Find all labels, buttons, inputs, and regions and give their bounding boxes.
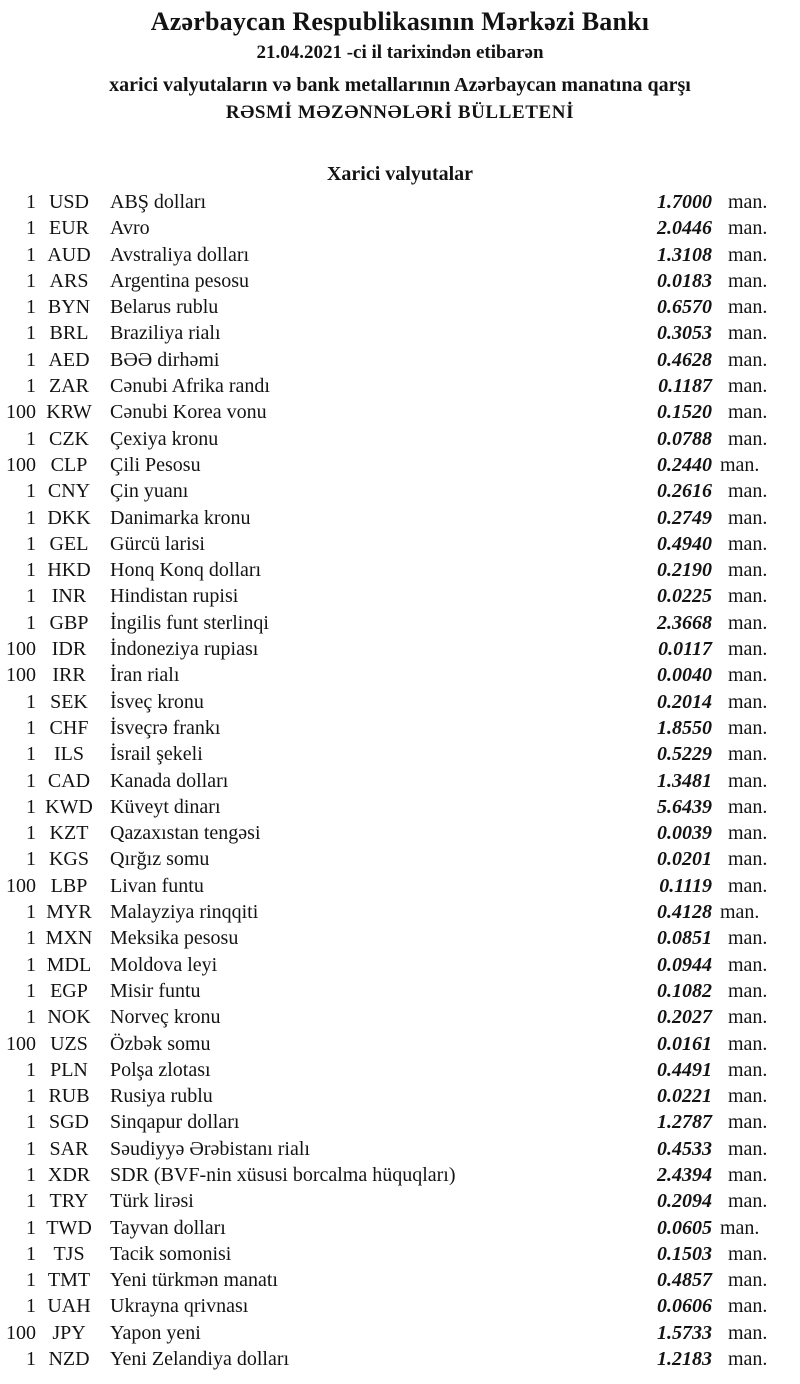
currency-quantity: 100 xyxy=(6,638,36,661)
currency-unit-label: man. xyxy=(728,1006,768,1029)
currency-quantity: 1 xyxy=(26,1006,36,1029)
currency-name: Səudiyyə Ərəbistanı rialı xyxy=(110,1137,310,1160)
currency-rate: 0.2190 xyxy=(657,559,712,582)
currency-code: CNY xyxy=(47,480,91,503)
currency-code: SEK xyxy=(50,690,88,713)
currency-row xyxy=(0,189,800,215)
currency-quantity: 1 xyxy=(26,559,36,582)
currency-name: Ukrayna qrivnası xyxy=(110,1295,249,1318)
currency-quantity: 1 xyxy=(26,375,36,398)
effective-date-line: 21.04.2021 -ci il tarixindən etibarən xyxy=(256,42,544,63)
currency-name: Rusiya rublu xyxy=(110,1085,213,1108)
currency-row xyxy=(0,610,800,636)
currency-name: Sinqapur dolları xyxy=(110,1111,240,1134)
currency-name: Moldova leyi xyxy=(110,953,218,976)
currency-row xyxy=(0,768,800,794)
currency-quantity: 100 xyxy=(6,664,36,687)
currency-row xyxy=(0,1215,800,1241)
currency-unit-label: man. xyxy=(728,979,768,1002)
currency-rate: 2.0446 xyxy=(657,217,712,240)
currency-name: İsrail şekeli xyxy=(110,743,203,766)
currency-quantity: 1 xyxy=(26,427,36,450)
currency-quantity: 1 xyxy=(26,1295,36,1318)
bank-name-title: Azərbaycan Respublikasının Mərkəzi Bankı xyxy=(150,7,650,36)
currency-row xyxy=(0,268,800,294)
currency-row xyxy=(0,399,800,425)
currency-rate: 0.2616 xyxy=(657,480,712,503)
currency-unit-label: man. xyxy=(728,1269,768,1292)
currency-code: UZS xyxy=(50,1032,88,1055)
currency-row xyxy=(0,478,800,504)
scope-description-line: xarici valyutaların və bank metallarının Azərbaycan manatına qarşı xyxy=(109,74,691,96)
currency-name: Yapon yeni xyxy=(110,1321,201,1344)
currency-unit-label: man. xyxy=(728,874,768,897)
currency-unit-label: man. xyxy=(728,1295,768,1318)
currency-unit-label: man. xyxy=(728,611,768,634)
currency-code: KZT xyxy=(49,822,89,845)
currency-name: Malayziya rinqqiti xyxy=(110,901,259,924)
currency-row xyxy=(0,294,800,320)
currency-name: Norveç kronu xyxy=(110,1006,221,1029)
currency-row xyxy=(0,426,800,452)
currency-rate: 0.5229 xyxy=(657,743,712,766)
currency-rate: 0.0039 xyxy=(657,822,712,845)
currency-quantity: 100 xyxy=(6,1321,36,1344)
currency-rate: 1.8550 xyxy=(657,716,712,739)
currency-code: BRL xyxy=(49,322,89,345)
currency-rate: 1.3108 xyxy=(657,243,712,266)
currency-rate: 0.4128 xyxy=(657,901,712,924)
currency-code: IDR xyxy=(51,638,87,661)
currency-row xyxy=(0,794,800,820)
currency-code: EGP xyxy=(50,979,88,1002)
currency-row xyxy=(0,715,800,741)
currency-unit-label: man. xyxy=(728,1348,768,1371)
currency-rate: 0.0944 xyxy=(657,953,712,976)
currency-code: JPY xyxy=(52,1321,86,1344)
currency-name: Küveyt dinarı xyxy=(110,795,221,818)
currency-name: SDR (BVF-nin xüsusi borcalma hüquqları) xyxy=(110,1163,456,1186)
currency-rate: 0.1082 xyxy=(657,979,712,1002)
currency-unit-label: man. xyxy=(728,296,768,319)
currency-row xyxy=(0,1004,800,1030)
currency-rate: 0.0788 xyxy=(657,427,712,450)
currency-code: ZAR xyxy=(49,375,89,398)
currency-code: CLP xyxy=(50,453,88,476)
currency-row xyxy=(0,1057,800,1083)
currency-code: INR xyxy=(51,585,87,608)
currency-rate: 0.2094 xyxy=(657,1190,712,1213)
currency-row xyxy=(0,662,800,688)
currency-name: Tacik somonisi xyxy=(110,1242,232,1265)
currency-quantity: 1 xyxy=(26,901,36,924)
currency-quantity: 1 xyxy=(26,769,36,792)
currency-rate: 0.2014 xyxy=(657,690,712,713)
currency-name: İsveçrə frankı xyxy=(110,716,221,739)
currency-name: İran rialı xyxy=(110,664,180,687)
currency-code: ILS xyxy=(54,743,84,766)
currency-code: KGS xyxy=(48,848,89,871)
currency-unit-label: man. xyxy=(728,1137,768,1160)
currency-row xyxy=(0,1293,800,1319)
currency-rate: 0.2749 xyxy=(657,506,712,529)
currency-row xyxy=(0,1083,800,1109)
currency-unit-label: man. xyxy=(728,1032,768,1055)
currency-name: Polşa zlotası xyxy=(110,1058,211,1081)
currency-row xyxy=(0,557,800,583)
currency-name: Livan funtu xyxy=(110,874,204,897)
currency-quantity: 1 xyxy=(26,927,36,950)
currency-name: Avstraliya dolları xyxy=(110,243,250,266)
currency-code: GBP xyxy=(49,611,89,634)
currency-name: Yeni Zelandiya dolları xyxy=(110,1348,290,1371)
currency-quantity: 1 xyxy=(26,322,36,345)
currency-rate: 1.2183 xyxy=(657,1348,712,1371)
currency-name: Qırğız somu xyxy=(110,848,210,871)
currency-quantity: 1 xyxy=(26,348,36,371)
currency-rate: 0.2027 xyxy=(657,1006,712,1029)
currency-unit-label: man. xyxy=(728,375,768,398)
currency-quantity: 1 xyxy=(26,296,36,319)
currency-unit-label: man. xyxy=(728,690,768,713)
currency-quantity: 1 xyxy=(26,585,36,608)
currency-rate: 1.3481 xyxy=(657,769,712,792)
currency-code: SAR xyxy=(49,1137,89,1160)
currency-code: CHF xyxy=(49,716,89,739)
currency-row xyxy=(0,373,800,399)
currency-quantity: 1 xyxy=(26,979,36,1002)
currency-code: DKK xyxy=(47,506,91,529)
currency-row xyxy=(0,1136,800,1162)
currency-name: Argentina pesosu xyxy=(110,269,250,292)
currency-row xyxy=(0,978,800,1004)
currency-quantity: 1 xyxy=(26,1190,36,1213)
currency-code: TMT xyxy=(47,1269,91,1292)
currency-quantity: 100 xyxy=(6,1032,36,1055)
currency-rate: 0.4491 xyxy=(657,1058,712,1081)
currency-quantity: 1 xyxy=(26,217,36,240)
currency-row xyxy=(0,846,800,872)
currency-unit-label: man. xyxy=(728,322,768,345)
currency-unit-label: man. xyxy=(728,243,768,266)
currency-code: UAH xyxy=(47,1295,91,1318)
currency-rate: 0.1187 xyxy=(658,375,712,398)
currency-row xyxy=(0,1267,800,1293)
currency-unit-label: man. xyxy=(720,1216,760,1239)
currency-name: Türk lirəsi xyxy=(110,1190,194,1213)
currency-name: Braziliya rialı xyxy=(110,322,221,345)
currency-rate: 1.5733 xyxy=(657,1321,712,1344)
currency-code: CAD xyxy=(47,769,91,792)
currency-code: HKD xyxy=(47,559,91,582)
currency-rate: 0.0161 xyxy=(657,1032,712,1055)
currency-row xyxy=(0,925,800,951)
currency-unit-label: man. xyxy=(728,716,768,739)
currency-name: Gürcü larisi xyxy=(110,532,205,555)
bulletin-title: RƏSMİ MƏZƏNNƏLƏRİ BÜLLETENİ xyxy=(225,102,575,123)
currency-row xyxy=(0,531,800,557)
currency-rate: 0.0225 xyxy=(657,585,712,608)
currency-quantity: 1 xyxy=(26,611,36,634)
currency-quantity: 1 xyxy=(26,822,36,845)
currency-name: Cənubi Afrika randı xyxy=(110,375,270,398)
currency-rate: 0.0117 xyxy=(658,638,712,661)
currency-unit-label: man. xyxy=(728,348,768,371)
currency-rate: 0.0851 xyxy=(657,927,712,950)
currency-rate: 0.0183 xyxy=(657,269,712,292)
currency-unit-label: man. xyxy=(728,559,768,582)
currency-code: SGD xyxy=(48,1111,89,1134)
currency-unit-label: man. xyxy=(728,769,768,792)
currency-unit-label: man. xyxy=(728,1111,768,1134)
currency-row xyxy=(0,1031,800,1057)
currency-code: TRY xyxy=(49,1190,89,1213)
currency-row xyxy=(0,215,800,241)
currency-quantity: 1 xyxy=(26,191,36,213)
currency-rate: 0.1520 xyxy=(657,401,712,424)
currency-code: MDL xyxy=(46,953,92,976)
currency-rate: 0.1119 xyxy=(659,874,712,897)
currency-rate: 0.6570 xyxy=(657,296,712,319)
currency-row xyxy=(0,347,800,373)
currency-unit-label: man. xyxy=(728,664,768,687)
currency-name: İndoneziya rupiası xyxy=(110,638,259,661)
currency-quantity: 1 xyxy=(26,795,36,818)
currency-rate: 0.0605 xyxy=(657,1216,712,1239)
currency-row xyxy=(0,952,800,978)
currency-row xyxy=(0,242,800,268)
currency-row xyxy=(0,452,800,478)
currency-rate: 0.0221 xyxy=(657,1085,712,1108)
currency-row xyxy=(0,741,800,767)
currency-quantity: 1 xyxy=(26,1058,36,1081)
section-title-foreign-currencies: Xarici valyutalar xyxy=(326,163,474,185)
currency-quantity: 1 xyxy=(26,269,36,292)
currency-rate: 1.7000 xyxy=(657,191,712,213)
currency-row xyxy=(0,820,800,846)
currency-row xyxy=(0,1109,800,1135)
currency-unit-label: man. xyxy=(728,506,768,529)
currency-unit-label: man. xyxy=(728,743,768,766)
currency-unit-label: man. xyxy=(728,217,768,240)
currency-unit-label: man. xyxy=(728,401,768,424)
currency-row xyxy=(0,320,800,346)
currency-code: NZD xyxy=(48,1348,90,1371)
currency-name: Yeni türkmən manatı xyxy=(110,1269,278,1292)
currency-name: BƏƏ dirhəmi xyxy=(110,348,220,371)
currency-unit-label: man. xyxy=(728,191,768,213)
currency-unit-label: man. xyxy=(728,1190,768,1213)
currency-quantity: 1 xyxy=(26,243,36,266)
currency-code: GEL xyxy=(49,532,89,555)
currency-row xyxy=(0,505,800,531)
currency-row xyxy=(0,1346,800,1372)
currency-name: Çin yuanı xyxy=(110,480,189,503)
currency-quantity: 1 xyxy=(26,1242,36,1265)
currency-code: USD xyxy=(48,191,89,213)
currency-code: CZK xyxy=(49,427,89,450)
currency-unit-label: man. xyxy=(728,1085,768,1108)
currency-row xyxy=(0,899,800,925)
currency-quantity: 1 xyxy=(26,743,36,766)
currency-code: KWD xyxy=(45,795,93,818)
currency-rate: 0.4628 xyxy=(657,348,712,371)
currency-code: MXN xyxy=(45,927,93,950)
currency-name: Çili Pesosu xyxy=(110,453,201,476)
currency-rate: 0.0201 xyxy=(657,848,712,871)
currency-unit-label: man. xyxy=(728,480,768,503)
currency-quantity: 1 xyxy=(26,1085,36,1108)
currency-name: Misir funtu xyxy=(110,979,201,1002)
currency-name: Meksika pesosu xyxy=(110,927,239,950)
currency-rate: 0.2440 xyxy=(657,453,712,476)
currency-unit-label: man. xyxy=(728,1242,768,1265)
currency-name: Cənubi Korea vonu xyxy=(110,401,267,424)
currency-code: PLN xyxy=(50,1058,88,1081)
currency-rate: 0.0606 xyxy=(657,1295,712,1318)
currency-rate: 0.4940 xyxy=(657,532,712,555)
currency-quantity: 100 xyxy=(6,401,36,424)
currency-rate: 0.1503 xyxy=(657,1242,712,1265)
currency-quantity: 1 xyxy=(26,506,36,529)
currency-unit-label: man. xyxy=(728,1163,768,1186)
currency-unit-label: man. xyxy=(728,927,768,950)
currency-quantity: 1 xyxy=(26,1111,36,1134)
currency-quantity: 1 xyxy=(26,953,36,976)
currency-rate: 2.4394 xyxy=(657,1163,712,1186)
currency-row xyxy=(0,1162,800,1188)
currency-quantity: 1 xyxy=(26,1269,36,1292)
currency-code: AUD xyxy=(47,243,91,266)
currency-rate: 5.6439 xyxy=(657,795,712,818)
currency-unit-label: man. xyxy=(720,901,760,924)
currency-unit-label: man. xyxy=(728,269,768,292)
currency-code: MYR xyxy=(46,901,92,924)
document-header xyxy=(0,5,800,127)
currency-name: Danimarka kronu xyxy=(110,506,251,529)
currency-rate: 2.3668 xyxy=(657,611,712,634)
currency-quantity: 100 xyxy=(6,874,36,897)
currency-code: TWD xyxy=(46,1216,92,1239)
currency-quantity: 1 xyxy=(26,1163,36,1186)
currency-unit-label: man. xyxy=(720,453,760,476)
currency-rate: 0.4533 xyxy=(657,1137,712,1160)
currency-code: IRR xyxy=(52,664,86,687)
currency-name: Kanada dolları xyxy=(110,769,229,792)
currency-quantity: 1 xyxy=(26,716,36,739)
currency-name: Hindistan rupisi xyxy=(110,585,239,608)
currency-quantity: 100 xyxy=(6,453,36,476)
currency-code: XDR xyxy=(47,1163,91,1186)
currency-name: ABŞ dolları xyxy=(110,191,207,213)
currency-unit-label: man. xyxy=(728,953,768,976)
currency-unit-label: man. xyxy=(728,795,768,818)
currency-name: Belarus rublu xyxy=(110,296,219,319)
currency-rate: 0.4857 xyxy=(657,1269,712,1292)
currency-name: İngilis funt sterlinqi xyxy=(110,611,269,634)
currency-code: KRW xyxy=(46,401,92,424)
currency-unit-label: man. xyxy=(728,848,768,871)
currency-unit-label: man. xyxy=(728,585,768,608)
currency-code: EUR xyxy=(49,217,89,240)
currency-name: Özbək somu xyxy=(110,1032,211,1055)
currency-code: TJS xyxy=(53,1242,85,1265)
currency-row xyxy=(0,636,800,662)
currency-unit-label: man. xyxy=(728,1058,768,1081)
currency-row xyxy=(0,1188,800,1214)
currency-row xyxy=(0,873,800,899)
currency-code: LBP xyxy=(50,874,88,897)
currency-unit-label: man. xyxy=(728,532,768,555)
currency-code: AED xyxy=(48,348,90,371)
currency-code: NOK xyxy=(47,1006,91,1029)
currency-row xyxy=(0,689,800,715)
exchange-rates-table xyxy=(0,189,800,1372)
currency-quantity: 1 xyxy=(26,532,36,555)
currency-row xyxy=(0,1320,800,1346)
currency-row xyxy=(0,1241,800,1267)
currency-name: Honq Konq dolları xyxy=(110,559,262,582)
currency-name: Çexiya kronu xyxy=(110,427,219,450)
currency-row xyxy=(0,583,800,609)
currency-rate: 0.3053 xyxy=(657,322,712,345)
currency-name: İsveç kronu xyxy=(110,690,204,713)
currency-unit-label: man. xyxy=(728,427,768,450)
currency-quantity: 1 xyxy=(26,1348,36,1371)
currency-unit-label: man. xyxy=(728,638,768,661)
currency-code: RUB xyxy=(48,1085,90,1108)
currency-name: Avro xyxy=(110,217,150,240)
currency-quantity: 1 xyxy=(26,480,36,503)
currency-quantity: 1 xyxy=(26,1137,36,1160)
currency-quantity: 1 xyxy=(26,690,36,713)
currency-code: ARS xyxy=(49,269,89,292)
currency-rate: 0.0040 xyxy=(657,664,712,687)
currency-name: Tayvan dolları xyxy=(110,1216,226,1239)
currency-quantity: 1 xyxy=(26,1216,36,1239)
currency-unit-label: man. xyxy=(728,822,768,845)
currency-code: BYN xyxy=(47,296,91,319)
currency-quantity: 1 xyxy=(26,848,36,871)
currency-unit-label: man. xyxy=(728,1321,768,1344)
currency-name: Qazaxıstan tengəsi xyxy=(110,822,261,845)
currency-rate: 1.2787 xyxy=(657,1111,712,1134)
